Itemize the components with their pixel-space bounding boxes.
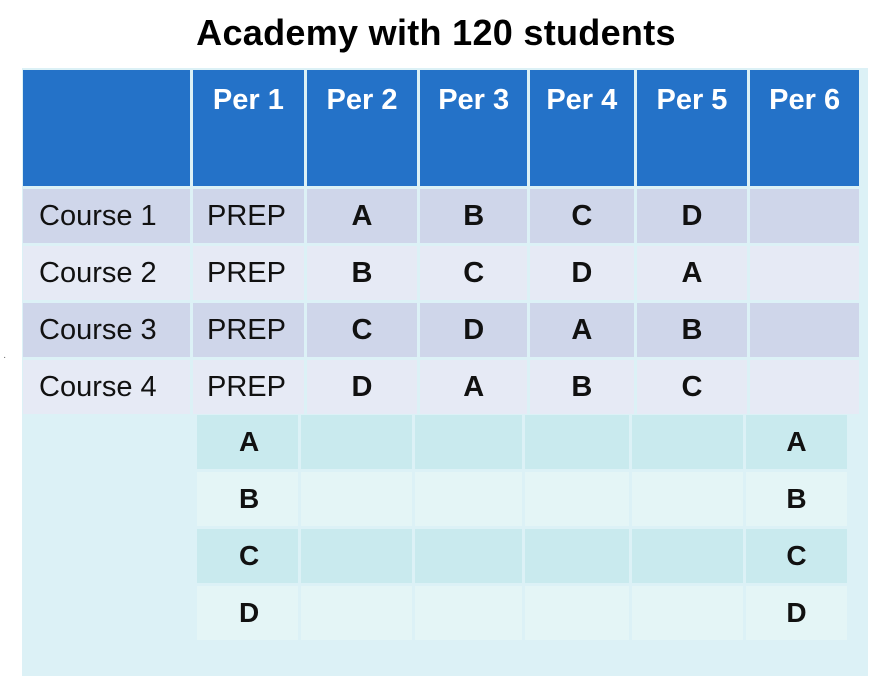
empty-cell <box>415 529 522 583</box>
group-label: A <box>746 415 847 469</box>
table-row <box>197 529 847 583</box>
group-label: C <box>197 529 298 583</box>
course-label: Course 4 <box>23 360 190 414</box>
period-header: Per 3 <box>420 70 527 186</box>
empty-cell <box>525 415 629 469</box>
group-label: D <box>197 586 298 640</box>
prep-cell: PREP <box>193 246 304 300</box>
slot-cell <box>750 360 859 414</box>
table-row <box>23 303 859 357</box>
course-label: Course 2 <box>23 246 190 300</box>
course-label: Course 1 <box>23 189 190 243</box>
course-label: Course 3 <box>23 303 190 357</box>
empty-cell <box>525 586 629 640</box>
slot-cell: B <box>307 246 418 300</box>
empty-cell <box>632 415 743 469</box>
empty-cell <box>301 472 412 526</box>
page-title: Academy with 120 students <box>196 12 676 53</box>
slot-cell <box>750 303 859 357</box>
empty-cell <box>415 472 522 526</box>
slot-cell: C <box>420 246 527 300</box>
table-row <box>23 189 859 243</box>
edge-mark: · <box>3 352 7 363</box>
schedule-table <box>20 67 862 417</box>
slot-cell <box>750 246 859 300</box>
prep-cell: PREP <box>193 189 304 243</box>
slot-cell: C <box>530 189 634 243</box>
empty-cell <box>632 472 743 526</box>
period-header: Per 2 <box>307 70 418 186</box>
period-header: Per 1 <box>193 70 304 186</box>
table-row <box>23 246 859 300</box>
slot-cell: D <box>420 303 527 357</box>
slot-cell: A <box>307 189 418 243</box>
empty-cell <box>525 472 629 526</box>
table-row <box>23 360 859 414</box>
group-label: A <box>197 415 298 469</box>
slot-cell: B <box>420 189 527 243</box>
empty-cell <box>301 586 412 640</box>
period-header: Per 4 <box>530 70 634 186</box>
table-row <box>197 586 847 640</box>
table-row <box>197 415 847 469</box>
group-label: C <box>746 529 847 583</box>
corner-header-cell <box>23 70 190 186</box>
header-row <box>23 70 859 186</box>
slot-cell: D <box>530 246 634 300</box>
slot-cell: D <box>307 360 418 414</box>
slot-cell: C <box>307 303 418 357</box>
table-row <box>197 472 847 526</box>
empty-cell <box>632 586 743 640</box>
empty-cell <box>415 586 522 640</box>
prep-cell: PREP <box>193 360 304 414</box>
group-label: D <box>746 586 847 640</box>
slot-cell: A <box>420 360 527 414</box>
slot-cell: B <box>530 360 634 414</box>
slot-cell: A <box>637 246 748 300</box>
group-label: B <box>197 472 298 526</box>
slot-cell <box>750 189 859 243</box>
period-header: Per 5 <box>637 70 748 186</box>
slot-cell: C <box>637 360 748 414</box>
prep-cell: PREP <box>193 303 304 357</box>
period-header: Per 6 <box>750 70 859 186</box>
empty-cell <box>301 415 412 469</box>
empty-cell <box>632 529 743 583</box>
slot-cell: B <box>637 303 748 357</box>
empty-cell <box>415 415 522 469</box>
slot-cell: A <box>530 303 634 357</box>
group-label: B <box>746 472 847 526</box>
slot-cell: D <box>637 189 748 243</box>
empty-cell <box>301 529 412 583</box>
rotation-table <box>194 412 850 643</box>
empty-cell <box>525 529 629 583</box>
